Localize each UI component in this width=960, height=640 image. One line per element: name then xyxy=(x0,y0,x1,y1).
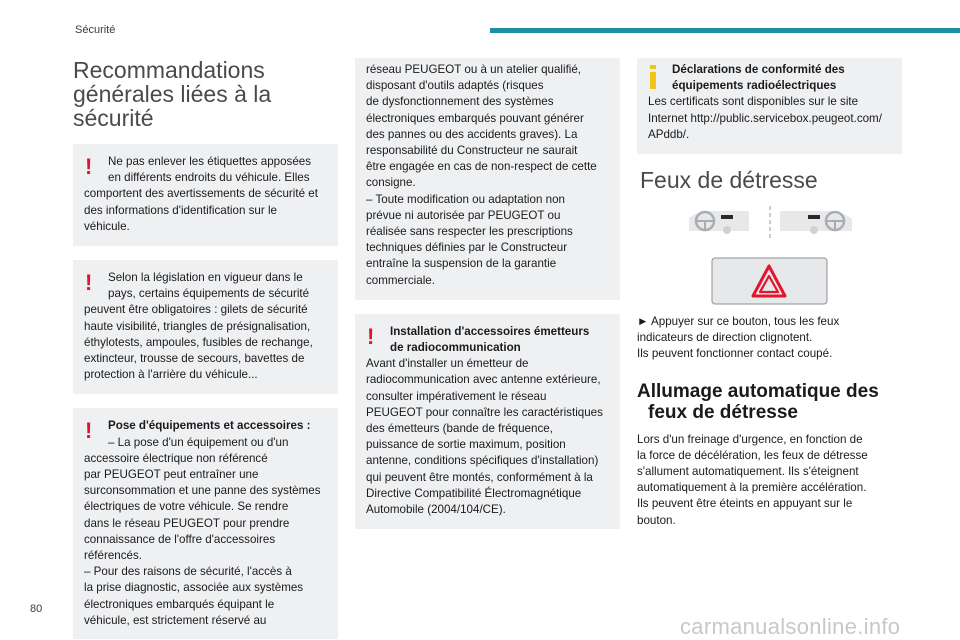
text-line: indicateurs de direction clignotent. xyxy=(637,331,813,345)
text-line: des informations d'identification sur le xyxy=(84,203,277,217)
text-line: la force de décélération, les feux de détresse xyxy=(637,448,868,462)
warning-box-mandatory-equipment xyxy=(73,260,338,394)
text-line: Ils peuvent fonctionner contact coupé. xyxy=(637,347,833,361)
header-accent-bar xyxy=(490,28,960,33)
text-line: la prise diagnostic, associée aux systèmes xyxy=(84,581,304,595)
text-line: véhicule. xyxy=(84,219,130,233)
text-line: par PEUGEOT peut entraîner une xyxy=(84,468,259,482)
text-line: disposant d'outils adaptés (risques xyxy=(366,79,544,93)
subtitle-line: feux de détresse xyxy=(648,401,798,423)
warning-box-continued xyxy=(355,58,620,300)
text-line: surconsommation et une panne des systèmes xyxy=(84,484,321,498)
text-line: dans le réseau PEUGEOT pour prendre xyxy=(84,516,290,530)
box-heading: équipements radioélectriques xyxy=(672,79,837,93)
warning-box-labels xyxy=(73,144,338,246)
auto-hazard-subtitle xyxy=(637,381,902,423)
text-line: Avant d'installer un émetteur de xyxy=(366,357,529,371)
column-middle xyxy=(355,58,620,543)
text-line: entraîne la suspension de la garantie xyxy=(366,257,557,271)
text-line: bouton. xyxy=(637,513,676,527)
warning-box-radio-transmitters xyxy=(355,314,620,529)
text-line: éthylotests, ampoules, fusibles de rechange, xyxy=(84,335,313,349)
text-line: électroniques embarqués équipant le xyxy=(84,597,275,611)
warning-exclamation-icon: ! xyxy=(367,323,375,349)
text-line: être engagée en cas de non-respect de cette xyxy=(366,160,597,174)
text-line: consigne. xyxy=(366,176,416,190)
text-line: – Pour des raisons de sécurité, l'accès à xyxy=(84,565,292,579)
box-heading: de radiocommunication xyxy=(390,341,521,355)
text-line: pays, certains équipements de sécurité xyxy=(108,287,310,301)
text-line: ► Appuyer sur ce bouton, tous les feux xyxy=(637,315,840,329)
text-line: automatiquement à la première accélération. xyxy=(637,481,867,495)
box-heading: Installation d'accessoires émetteurs xyxy=(390,324,590,338)
text-line: APddb/. xyxy=(648,127,690,141)
hazard-illustration xyxy=(637,202,902,347)
text-line: des émetteurs (bande de fréquence, xyxy=(366,422,553,436)
text-line: radiocommunication avec antenne extérieure, xyxy=(366,373,601,387)
text-line: des pannes ou des accidents graves). La xyxy=(366,127,578,141)
text-line: accessoire électrique non référencé xyxy=(84,451,268,465)
warning-exclamation-icon: ! xyxy=(85,270,93,296)
hazard-lights-title: Feux de détresse xyxy=(640,167,818,194)
text-line: protection à l'arrière du véhicule... xyxy=(84,368,258,382)
text-line: extincteur, trousse de secours, bavettes de xyxy=(84,352,305,366)
title-line: générales liées à la xyxy=(73,81,272,107)
text-line: s'allument automatiquement. Ils s'éteignent xyxy=(637,465,859,479)
page-number: 80 xyxy=(30,603,43,615)
text-line: responsabilité du Constructeur ne saurait xyxy=(366,144,578,158)
info-box-conformity xyxy=(637,58,902,154)
text-line: Lors d'un freinage d'urgence, en fonction de xyxy=(637,432,863,446)
text-line: antenne, conditions spécifiques d'installation) xyxy=(366,454,599,468)
text-line: réseau PEUGEOT ou à un atelier qualifié, xyxy=(366,63,582,76)
subtitle-line: Allumage automatique des xyxy=(637,380,879,402)
text-line: – Toute modification ou adaptation non xyxy=(366,192,565,206)
text-line: véhicule, est strictement réservé au xyxy=(84,613,267,627)
text-line: Automobile (2004/104/CE). xyxy=(366,503,506,517)
warning-exclamation-icon: ! xyxy=(85,418,93,444)
text-line: Internet http://public.servicebox.peugeot.com/ xyxy=(648,111,882,125)
warning-exclamation-icon: ! xyxy=(85,154,93,179)
auto-hazard-description xyxy=(637,432,902,529)
watermark: carmanualsonline.info xyxy=(680,614,901,639)
box-heading: Déclarations de conformité des xyxy=(672,63,845,76)
text-line: techniques définies par le Constructeur xyxy=(366,241,568,255)
text-line: référencés. xyxy=(84,549,142,563)
title-line: Recommandations xyxy=(73,57,265,83)
text-line: Les certificats sont disponibles sur le site xyxy=(648,95,859,109)
text-line: électroniques embarqués pouvant générer xyxy=(366,111,584,125)
column-left xyxy=(73,58,338,640)
text-line: commerciale. xyxy=(366,273,435,287)
info-icon xyxy=(649,65,657,89)
text-line: PEUGEOT pour connaître les caractéristiques xyxy=(366,405,603,419)
text-line: Ils peuvent être éteints en appuyant sur le xyxy=(637,497,853,511)
text-line: en différents endroits du véhicule. Elles xyxy=(108,171,310,185)
box-heading: Pose d'équipements et accessoires : xyxy=(108,419,311,433)
text-line: réalisée sans respecter les prescriptions xyxy=(366,225,573,239)
column-right xyxy=(637,58,902,529)
text-line: haute visibilité, triangles de présignalisation, xyxy=(84,319,311,333)
text-line: de dysfonctionnement des systèmes xyxy=(366,95,554,109)
text-line: qui peuvent être montés, conformément à la xyxy=(366,470,593,484)
text-line: électriques de votre véhicule. Se rendre xyxy=(84,500,289,514)
text-line: Ne pas enlever les étiquettes apposées xyxy=(108,155,312,168)
text-line: peuvent être obligatoires : gilets de sécurité xyxy=(84,303,308,317)
section-label: Sécurité xyxy=(75,24,116,36)
text-line: Selon la législation en vigueur dans le xyxy=(108,271,303,285)
text-line: comportent des avertissements de sécurité et xyxy=(84,187,318,201)
text-line: prévue ni autorisée par PEUGEOT ou xyxy=(366,208,561,222)
text-line: puissance de sortie maximum, position xyxy=(366,438,566,452)
dashboard-illustration xyxy=(637,202,902,347)
title-line: sécurité xyxy=(73,105,154,131)
text-line: Directive Compatibilité Électromagnétique xyxy=(366,486,582,500)
text-line: – La pose d'un équipement ou d'un xyxy=(108,435,289,449)
section-title xyxy=(73,58,338,130)
warning-box-accessories xyxy=(73,408,338,639)
text-line: consulter impérativement le réseau xyxy=(366,389,547,403)
text-line: connaissance de l'offre d'accessoires xyxy=(84,532,276,546)
